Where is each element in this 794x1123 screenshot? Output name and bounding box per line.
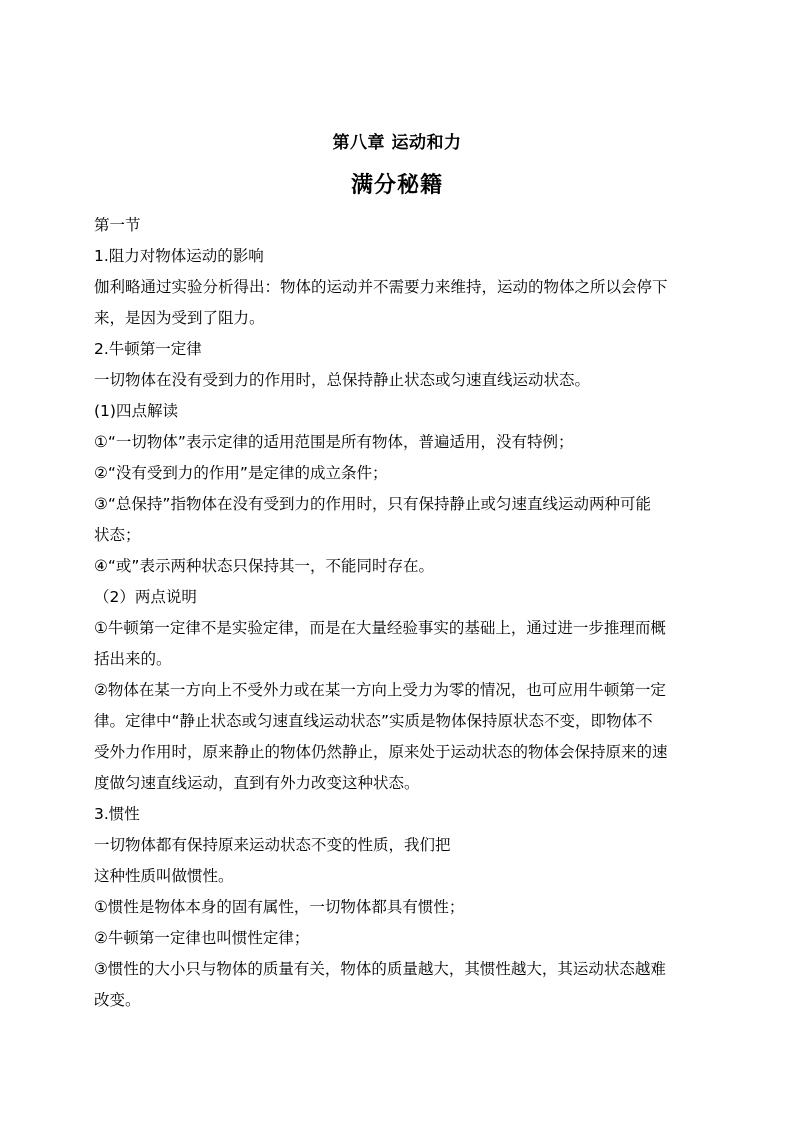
list-item-continuation: 改变。 xyxy=(94,991,141,1009)
list-item: ②牛顿第一定律也叫惯性定律； xyxy=(94,929,310,947)
list-item-continuation: 受外力作用时，原来静止的物体仍然静止，原来处于运动状态的物体会保持原来的速 xyxy=(94,743,668,761)
chapter-heading: 第八章 运动和力 xyxy=(332,133,462,153)
list-item: ①“一切物体”表示定律的适用范围是所有物体，普遍适用，没有特例； xyxy=(94,433,574,451)
list-item: ③惯性的大小只与物体的质量有关，物体的质量越大，其惯性越大，其运动状态越难 xyxy=(94,960,666,978)
list-item: ③“总保持”指物体在没有受到力的作用时，只有保持静止或匀速直线运动两种可能 xyxy=(94,495,651,513)
paragraph-line: 伽利略通过实验分析得出：物体的运动并不需要力来维持，运动的物体之所以会停下 xyxy=(94,278,668,296)
topic-heading: 3.惯性 xyxy=(94,805,140,823)
list-item-continuation: 度做匀速直线运动，直到有外力改变这种状态。 xyxy=(94,774,420,792)
paragraph-line: 来，是因为受到了阻力。 xyxy=(94,309,265,327)
list-item: ②物体在某一方向上不受外力或在某一方向上受力为零的情况，也可应用牛顿第一定 xyxy=(94,681,666,699)
paragraph-line: 一切物体在没有受到力的作用时，总保持静止状态或匀速直线运动状态。 xyxy=(94,371,591,389)
section-heading: 第一节 xyxy=(94,216,141,234)
subtopic-heading: (1)四点解读 xyxy=(94,402,178,420)
list-item: ①惯性是物体本身的固有属性，一切物体都具有惯性； xyxy=(94,898,465,916)
document-title: 满分秘籍 xyxy=(350,173,443,198)
list-item-continuation: 状态； xyxy=(94,526,141,544)
list-item: ①牛顿第一定律不是实验定律，而是在大量经验事实的基础上，通过进一步推理而概 xyxy=(94,619,666,637)
document-body xyxy=(94,210,720,1016)
paragraph-line: 一切物体都有保持原来运动状态不变的性质，我们把 xyxy=(94,836,451,854)
topic-heading: 1.阻力对物体运动的影响 xyxy=(94,247,264,265)
paragraph-line: 这种性质叫做惯性。 xyxy=(94,867,234,885)
list-item-continuation: 括出来的。 xyxy=(94,650,172,668)
subtopic-heading: （2）两点说明 xyxy=(94,588,197,606)
topic-heading: 2.牛顿第一定律 xyxy=(94,340,202,358)
list-item-continuation: 律。定律中“静止状态或匀速直线运动状态”实质是物体保持原状态不变，即物体不 xyxy=(94,712,653,730)
list-item: ②“没有受到力的作用”是定律的成立条件； xyxy=(94,464,388,482)
list-item: ④“或”表示两种状态只保持其一，不能同时存在。 xyxy=(94,557,434,575)
